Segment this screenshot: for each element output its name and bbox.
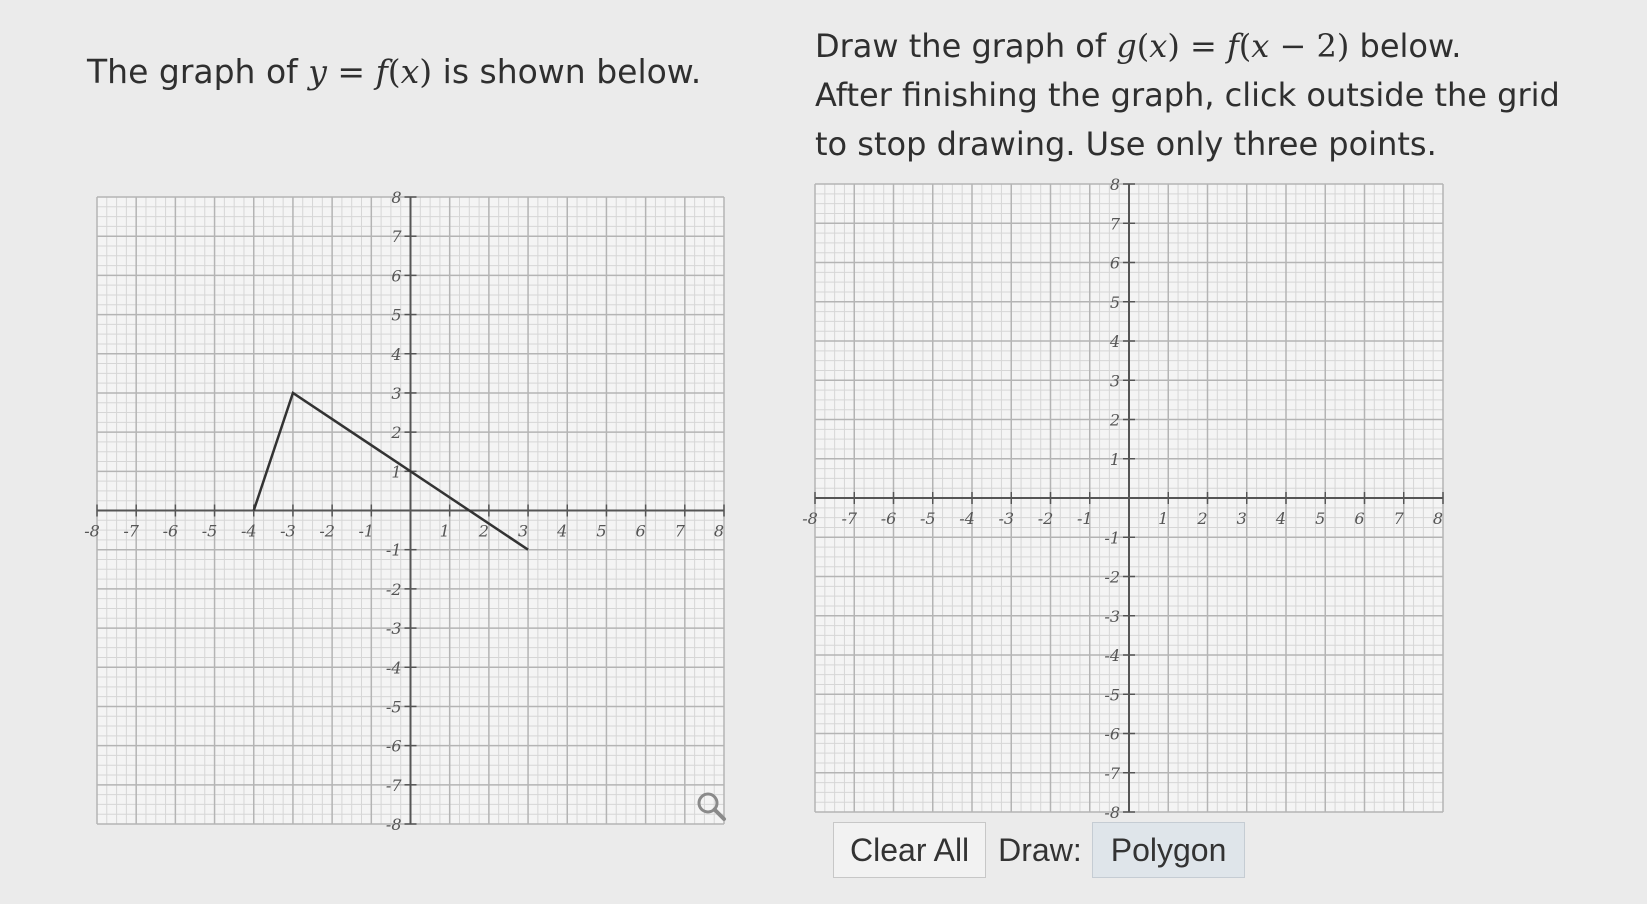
left-graph-y-tick-label: 7 [391,227,402,247]
draw-label: Draw: [998,831,1082,868]
drawing-grid-y-tick-label: -8 [1104,803,1120,822]
drawing-grid-y-tick-label: 7 [1109,214,1120,234]
left-graph-x-tick-label: 2 [478,521,489,541]
drawing-grid-x-tick-label: -7 [841,509,858,528]
drawing-grid-y-tick-label: 5 [1109,292,1120,312]
drawing-toolbar [833,822,1245,878]
right-prompt-line3: to stop drawing. Use only three points. [815,125,1437,163]
drawing-grid-x-tick-label: 8 [1432,509,1444,528]
left-graph-x-tick-label: -1 [358,521,375,541]
drawing-grid-x-tick-label: -3 [998,509,1015,528]
polygon-tool-button[interactable]: Polygon [1092,822,1246,878]
math-equals: = [1179,27,1227,65]
left-graph-y-tick-label: -7 [385,775,402,795]
drawing-grid-y-tick-label: 6 [1109,253,1120,273]
math-y: y [308,52,327,91]
right-prompt-prefix: Draw the graph of [815,27,1117,65]
drawing-grid-y-tick-label: 3 [1109,371,1120,391]
drawing-grid-y-tick-label: -7 [1104,763,1120,783]
left-graph-x-tick-label: -2 [319,521,335,541]
drawing-grid-x-tick-label: 1 [1158,509,1169,528]
drawing-grid-x-tick-label: -4 [959,509,975,528]
drawing-grid-x-tick-label: 3 [1236,509,1247,528]
right-prompt-line2: After finishing the graph, click outside the grid [815,76,1560,114]
left-graph-y-tick-label: -8 [385,815,402,834]
left-graph-y-tick-label: -4 [385,658,402,678]
left-graph-y-tick-label: 3 [391,383,402,403]
drawing-grid-x-tick-label: 2 [1197,509,1208,528]
left-graph-svg [84,188,725,834]
math-g: g [1116,27,1137,65]
left-graph-y-tick-label: -1 [385,540,402,560]
left-graph-y-tick-label: 4 [391,344,402,364]
right-prompt-math [1116,27,1349,65]
left-graph-y-tick-label: -2 [385,579,402,599]
drawing-grid-y-tick-label: 2 [1109,410,1120,430]
math-open2: ( [1238,27,1252,65]
math-close2: ) [1336,27,1350,65]
math-minus: − [1269,27,1317,65]
math-paren-open: ( [387,52,401,91]
drawing-grid-y-tick-label: -1 [1104,528,1120,548]
drawing-grid-y-tick-label: 8 [1109,175,1120,194]
drawing-grid[interactable] [802,175,1444,822]
drawing-grid-x-tick-label: -1 [1076,509,1093,528]
math-x: x [400,52,420,91]
left-graph-x-tick-label: 5 [596,521,607,541]
left-prompt [87,50,701,94]
left-graph-x-tick-label: 3 [517,521,529,541]
left-graph-x-tick-label: -8 [84,521,100,541]
left-graph-y-tick-label: -6 [385,736,402,756]
left-graph-x-tick-label: -4 [240,521,257,541]
drawing-grid-x-tick-label: -6 [880,509,897,528]
drawing-grid-y-tick-label: -2 [1104,567,1120,587]
drawing-grid-y-tick-label: 4 [1109,332,1120,351]
left-graph-y-tick-label: 6 [391,266,402,286]
right-prompt [815,22,1595,169]
left-graph-x-tick-label: 8 [713,521,725,541]
drawing-grid-x-tick-label: 5 [1315,509,1326,528]
right-prompt-line1 [815,22,1595,71]
left-prompt-math [308,52,432,91]
left-graph-x-tick-label: -3 [280,521,296,541]
drawing-grid-x-tick-label: -5 [919,509,936,528]
math-equals: = [326,52,376,91]
left-graph-y-tick-label: 5 [391,305,402,325]
drawing-grid-y-tick-label: -6 [1104,724,1120,744]
drawing-grid-y-tick-label: -4 [1104,646,1120,665]
drawing-grid-x-tick-label: 6 [1354,509,1365,528]
right-prompt-suffix: below. [1349,27,1462,65]
drawing-grid-y-tick-label: -5 [1104,685,1120,705]
left-graph-x-tick-label: -5 [201,521,218,541]
math-paren-close: ) [419,52,433,91]
drawing-grid-x-tick-label: -2 [1037,509,1054,528]
left-graph-x-tick-label: 7 [674,521,685,541]
drawing-grid-x-tick-label: -8 [802,509,818,528]
drawing-grid-y-tick-label: 1 [1109,449,1120,469]
math-close1: ) [1167,27,1180,65]
math-x2: x [1251,27,1270,65]
left-graph-y-tick-label: -5 [385,697,402,717]
drawing-grid-x-tick-label: 4 [1275,509,1287,528]
left-graph-x-tick-label: 4 [557,521,568,541]
math-open1: ( [1136,27,1150,65]
magnifier-icon[interactable] [695,790,729,824]
left-graph-y-tick-label: 2 [391,423,402,443]
drawing-grid-x-tick-label: 7 [1393,509,1404,528]
left-graph-y-tick-label: 8 [391,188,402,207]
left-graph-y-tick-label: -3 [385,619,402,639]
left-graph-x-tick-label: 1 [439,521,450,541]
left-graph-x-tick-label: 6 [635,521,646,541]
left-prompt-prefix: The graph of [87,52,309,91]
clear-all-button[interactable]: Clear All [833,822,986,878]
left-graph [84,188,725,834]
left-graph-x-tick-label: -6 [162,521,179,541]
math-x1: x [1149,27,1168,65]
left-prompt-suffix: is shown below. [432,52,702,91]
math-f: f [375,52,388,91]
left-graph-y-tick-label: 1 [391,462,402,482]
math-two: 2 [1316,27,1337,65]
drawing-grid-y-tick-label: -3 [1104,606,1120,626]
left-graph-x-tick-label: -7 [123,521,139,541]
drawing-grid-svg[interactable] [802,175,1444,822]
math-f: f [1226,27,1239,65]
